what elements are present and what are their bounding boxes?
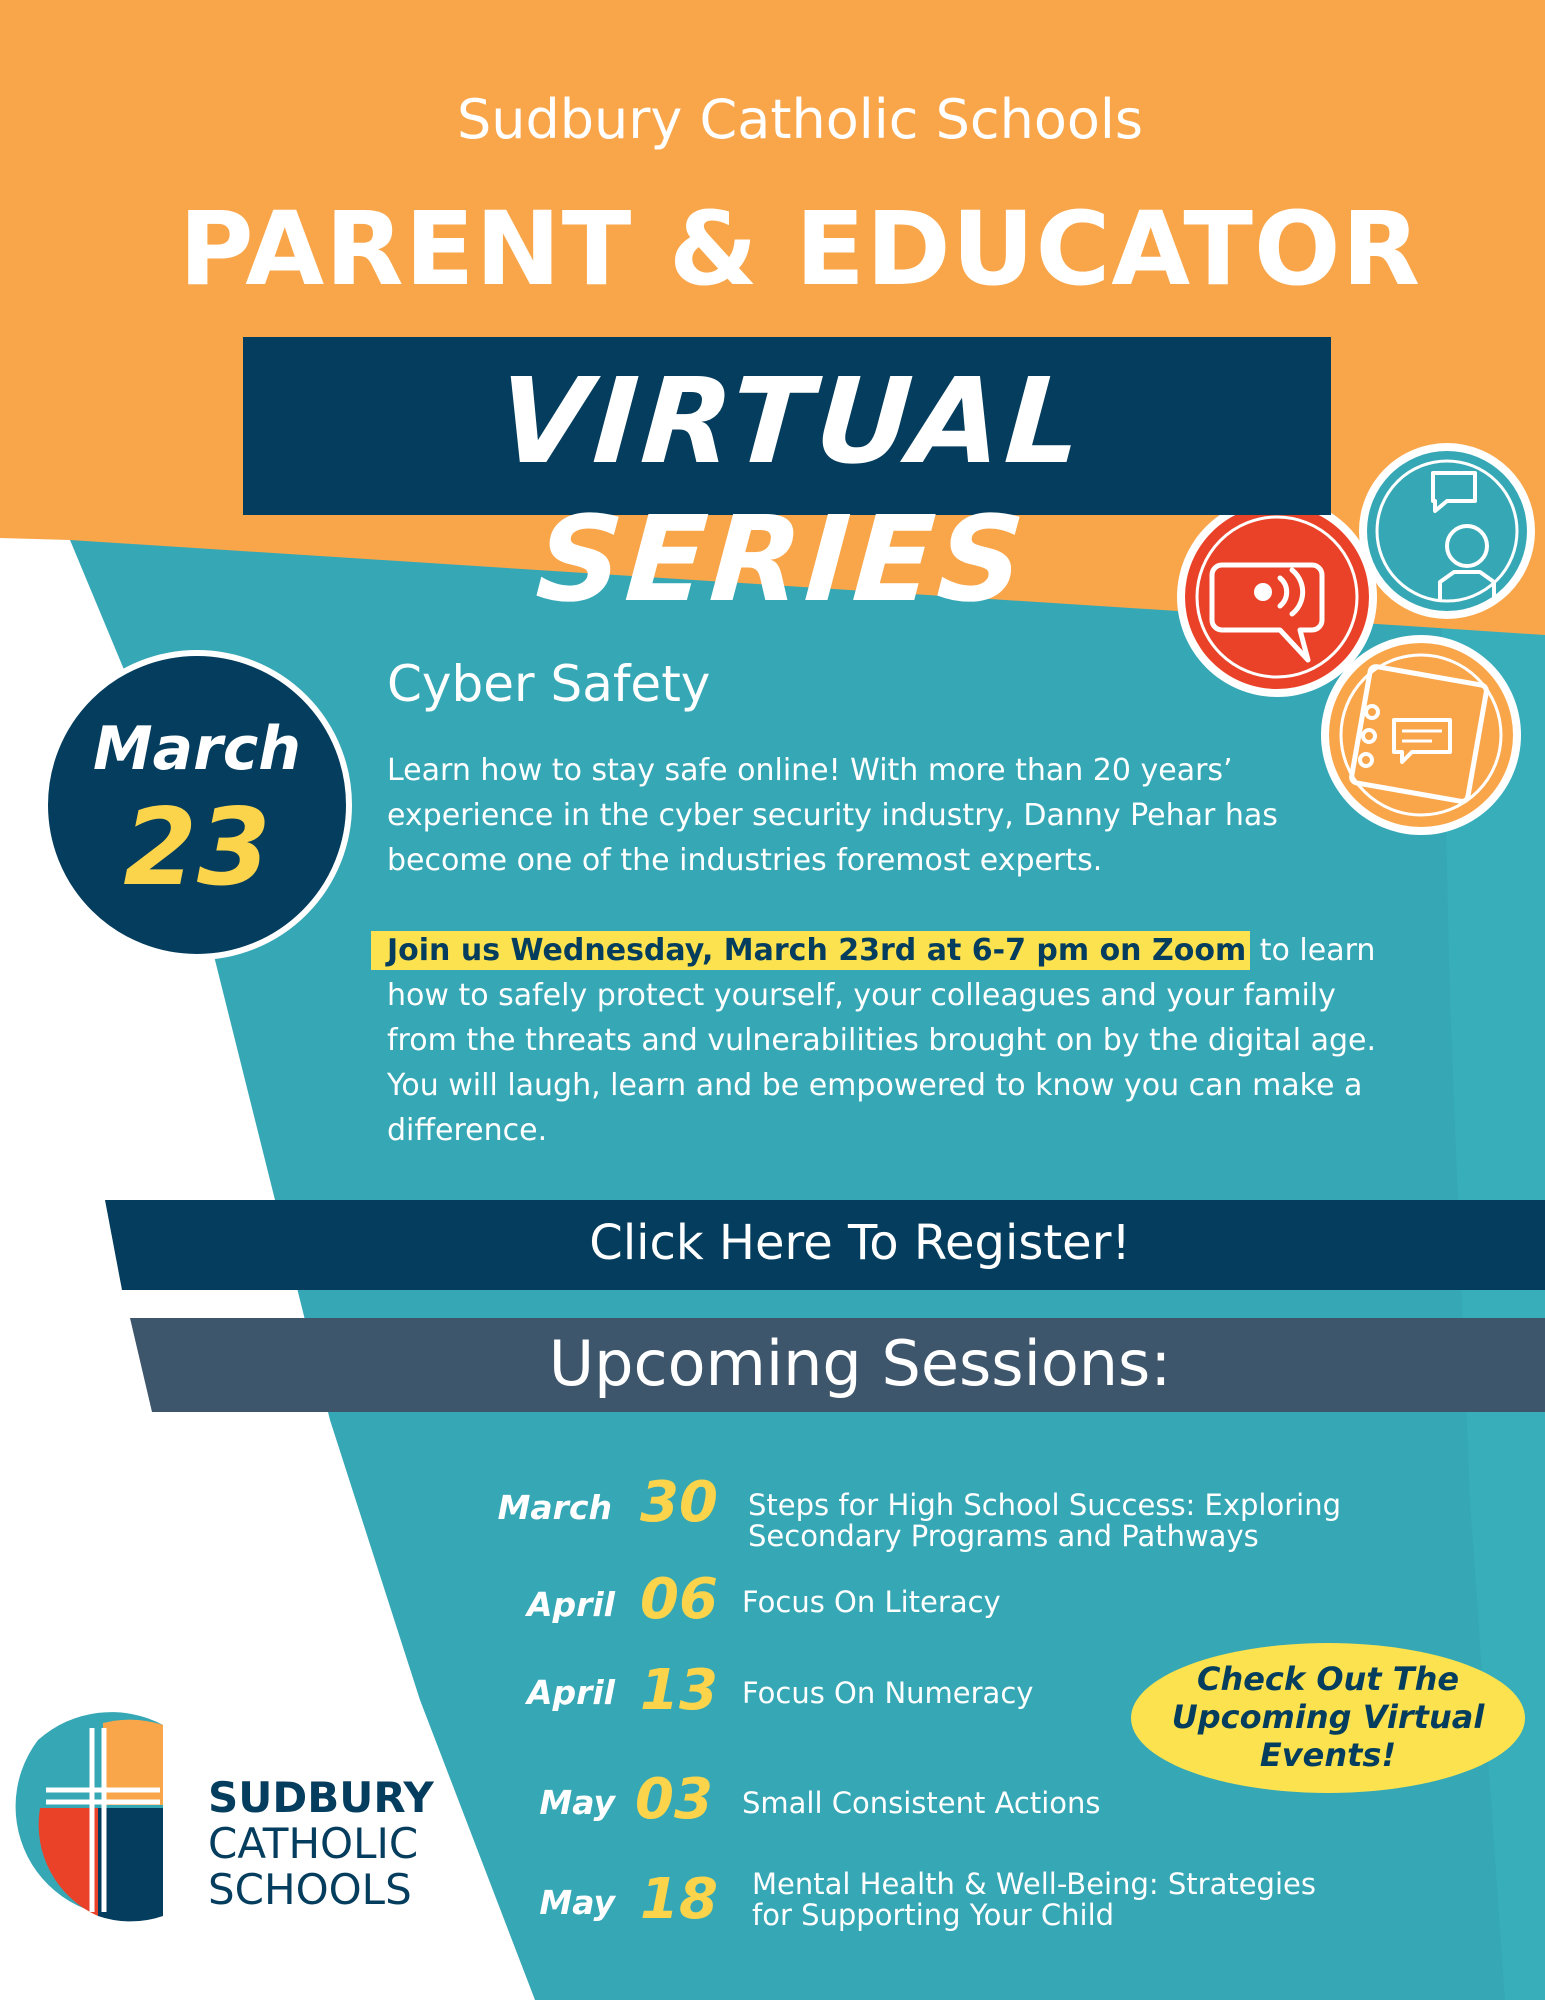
session-day: 06 (640, 1567, 718, 1632)
notebook-chat-icon (1321, 635, 1521, 835)
session-title: Small Consistent Actions (742, 1786, 1101, 1820)
series-title: VIRTUAL SERIES (493, 352, 1090, 628)
session-month: March (497, 1488, 612, 1527)
session-month: May (539, 1783, 615, 1822)
session-title: Focus On Literacy (742, 1585, 1001, 1619)
logo-text-catholic: CATHOLIC (208, 1819, 419, 1868)
featured-description: Learn how to stay safe online! With more than 20 years’ experience in the cyber security industry, Danny Pehar has become one of the industries foremost experts. (387, 753, 1278, 878)
session-title-line: for Supporting Your Child (752, 1898, 1115, 1932)
session-month: May (539, 1883, 615, 1922)
headline: PARENT & EDUCATOR (178, 190, 1422, 309)
school-name-heading: Sudbury Catholic Schools (456, 88, 1144, 151)
featured-day: 23 (123, 786, 271, 909)
session-day: 03 (635, 1767, 713, 1832)
join-rest: to learn how to safely protect yourself, your colleagues and your family from the threats and vulnerabilities brought on by the digital age. You will laugh, learn and be empowered to know you can make a difference. (387, 933, 1377, 1148)
session-title (752, 1869, 1316, 1931)
person-chat-icon (1359, 443, 1535, 619)
session-day: 30 (640, 1470, 718, 1535)
session-title: Focus On Numeracy (742, 1676, 1034, 1710)
session-month: April (526, 1585, 615, 1624)
logo-text-schools: SCHOOLS (208, 1865, 412, 1914)
register-button[interactable]: Click Here To Register! (589, 1215, 1131, 1271)
featured-topic-title: Cyber Safety (387, 655, 711, 713)
upcoming-heading: Upcoming Sessions: (548, 1327, 1172, 1400)
featured-join-paragraph (387, 928, 1407, 1153)
session-title-line: Mental Health & Well-Being: Strategies (752, 1867, 1316, 1901)
callout-line: Upcoming Virtual (1171, 1698, 1485, 1736)
session-title (748, 1490, 1341, 1552)
session-title-line: Steps for High School Success: Exploring (748, 1488, 1341, 1522)
featured-month: March (92, 714, 302, 784)
join-highlight: Join us Wednesday, March 23rd at 6-7 pm on Zoom (371, 931, 1250, 970)
featured-date-badge (42, 650, 352, 960)
session-month: April (526, 1673, 615, 1712)
school-logo-emblem (16, 1712, 163, 1921)
session-title-line: Secondary Programs and Pathways (748, 1519, 1259, 1553)
callout-line: Events! (1259, 1736, 1397, 1774)
session-day: 18 (640, 1867, 718, 1932)
callout-line: Check Out The (1196, 1660, 1460, 1698)
session-day: 13 (640, 1658, 718, 1723)
logo-text-sudbury: SUDBURY (208, 1773, 434, 1822)
upcoming-events-callout[interactable] (1131, 1643, 1525, 1793)
